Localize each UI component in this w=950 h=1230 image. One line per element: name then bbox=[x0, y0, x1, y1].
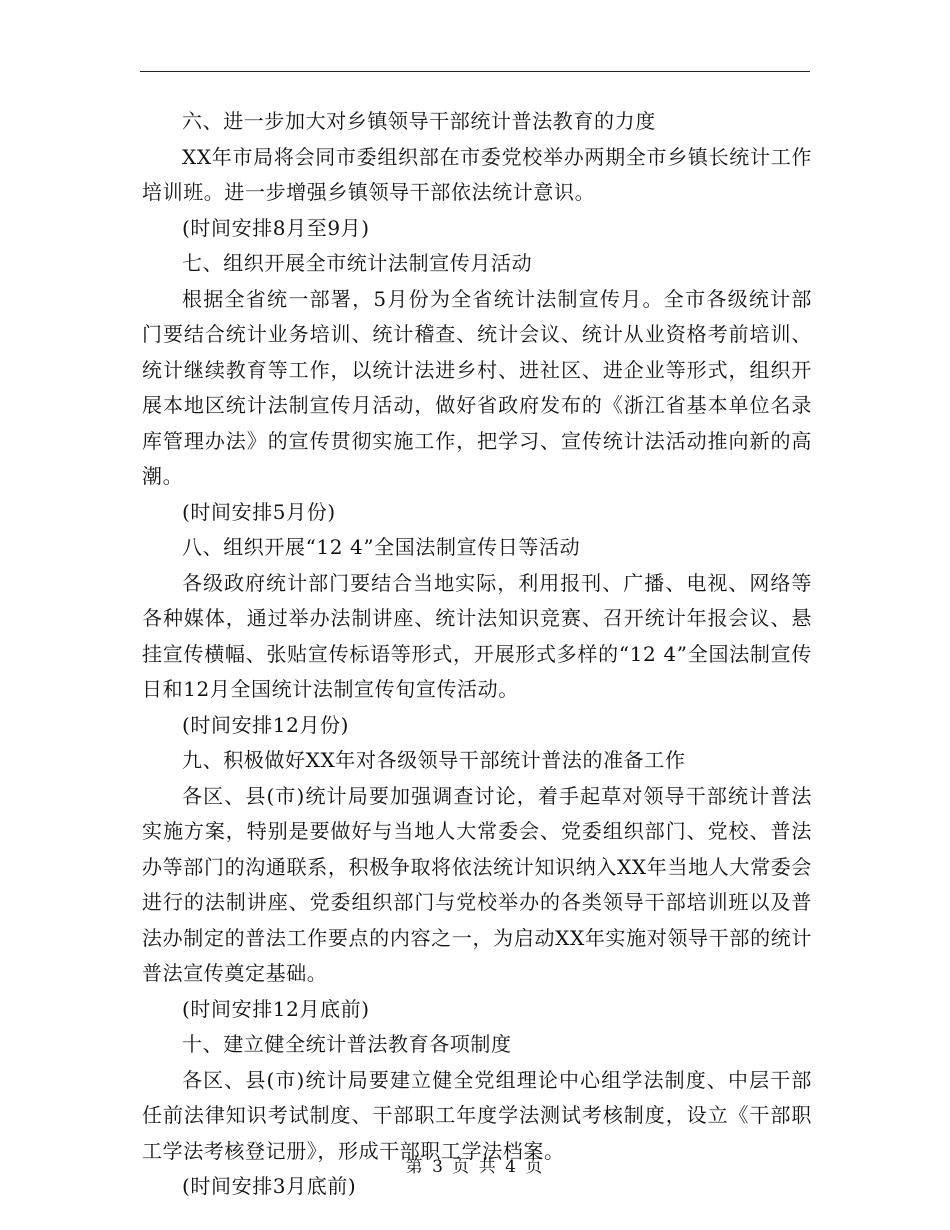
paragraph: 各区、县(市)统计局要加强调查讨论，着手起草对领导干部统计普法实施方案，特别是要做好与当地人大常委会、党委组织部门、党校、普法办等部门的沟通联系，积极争取将依法统计知识纳入XX年当地人大常委会进行的法制讲座、党委组织部门与党校举办的各类领导干部培训班以及普法办制定的普法工作要点的内容之一，为启动XX年实施对领导干部的统计普法宣传奠定基础。 bbox=[142, 783, 812, 985]
page-footer bbox=[0, 1152, 950, 1177]
schedule-note: (时间安排3月底前) bbox=[182, 1174, 357, 1198]
paragraph: XX年市局将会同市委组织部在市委党校举办两期全市乡镇长统计工作培训班。进一步增强乡镇领导干部依法统计意识。 bbox=[142, 144, 812, 204]
schedule-note: (时间安排12月底前) bbox=[182, 996, 370, 1021]
paragraph: 各级政府统计部门要结合当地实际，利用报刊、广播、电视、网络等各种媒体，通过举办法制讲座、统计法知识竞赛、召开统计年报会议、悬挂宣传横幅、张贴宣传标语等形式，开展形式多样的“12 4”全国法制宣传日和12月全国统计法制宣传旬宣传活动。 bbox=[142, 570, 812, 701]
section-heading-7: 七、组织开展全市统计法制宣传月活动 bbox=[182, 251, 533, 275]
document-body bbox=[142, 104, 812, 1205]
header-rule bbox=[140, 71, 810, 72]
paragraph: 根据全省统一部署，5月份为全省统计法制宣传月。全市各级统计部门要结合统计业务培训、统计稽查、统计会议、统计从业资格考前培训、统计继续教育等工作，以统计法进乡村、进社区、进企业等形式，组织开展本地区统计法制宣传月活动，做好省政府发布的《浙江省基本单位名录库管理办法》的宣传贯彻实施工作，把学习、宣传统计法活动推向新的高潮。 bbox=[142, 286, 812, 488]
section-heading-9: 九、积极做好XX年对各级领导干部统计普法的准备工作 bbox=[182, 748, 686, 772]
paragraph: 各区、县(市)统计局要建立健全党组理论中心组学法制度、中层干部任前法律知识考试制度、干部职工年度学法测试考核制度，设立《干部职工学法考核登记册》，形成干部职工学法档案。 bbox=[142, 1067, 812, 1163]
schedule-note: (时间安排8月至9月) bbox=[182, 215, 370, 240]
schedule-note: (时间安排12月份) bbox=[182, 712, 350, 737]
section-heading-6: 六、进一步加大对乡镇领导干部统计普法教育的力度 bbox=[182, 109, 656, 133]
section-heading-10: 十、建立健全统计普法教育各项制度 bbox=[182, 1032, 512, 1056]
schedule-note: (时间安排5月份) bbox=[182, 499, 336, 524]
section-heading-8: 八、组织开展“12 4”全国法制宣传日等活动 bbox=[182, 535, 581, 559]
page-number: 第 3 页 共 4 页 bbox=[405, 1157, 545, 1177]
